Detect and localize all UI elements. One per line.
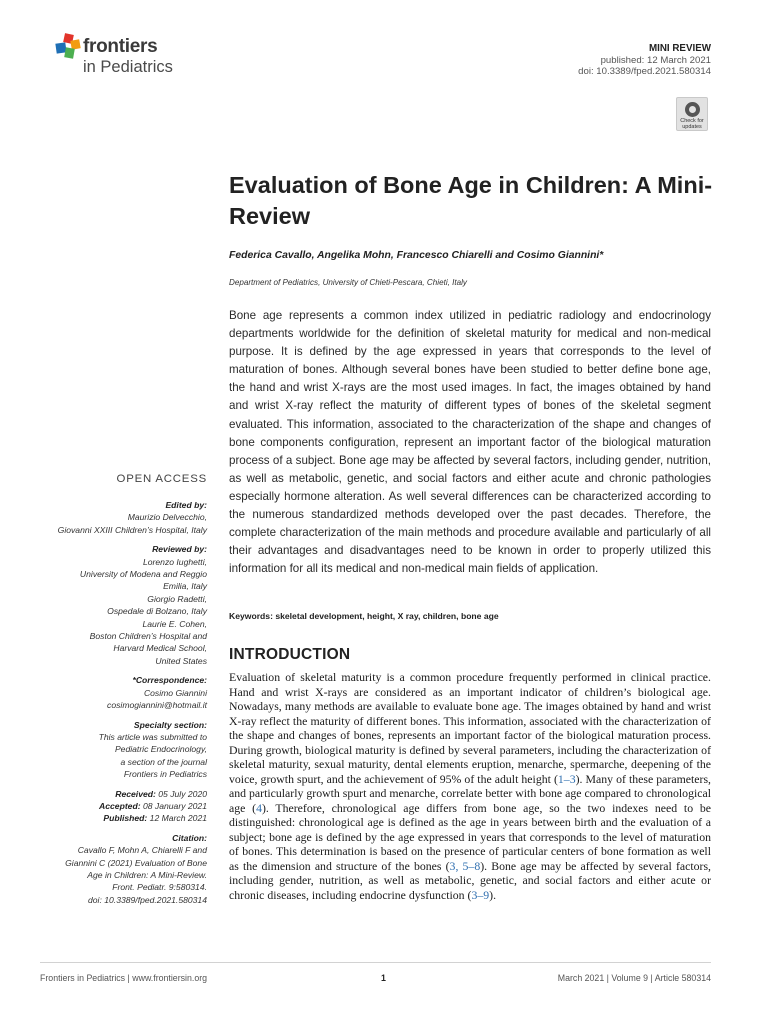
article-title: Evaluation of Bone Age in Children: A Mini-Review	[229, 172, 713, 229]
citation-link[interactable]: 4	[256, 800, 262, 815]
specialty-line: This article was submitted to	[98, 731, 207, 742]
reviewer-line: University of Modena and Reggio	[79, 569, 207, 580]
specialty-block	[40, 719, 207, 781]
footer-journal-link[interactable]: Frontiers in Pediatrics | www.frontiersin.org	[40, 973, 208, 983]
article-info-sidebar	[40, 472, 207, 913]
edited-by-line: Giovanni XXIII Children’s Hospital, Italy	[57, 524, 207, 535]
citation-line: Age in Children: A Mini-Review.	[87, 869, 207, 880]
affiliation: Department of Pediatrics, University of Chieti-Pescara, Chieti, Italy	[229, 278, 467, 287]
dates-block	[40, 788, 207, 825]
check-for-updates-badge[interactable]	[676, 97, 708, 131]
edited-by-block	[40, 499, 207, 536]
correspondence-label: *Correspondence:	[132, 675, 207, 686]
logo-journal: in Pediatrics	[83, 58, 173, 76]
specialty-line: Pediatric Endocrinology,	[114, 744, 207, 755]
reviewer-line: Laurie E. Cohen,	[142, 618, 207, 629]
journal-logo[interactable]	[56, 34, 196, 80]
reviewer-line: Harvard Medical School,	[113, 643, 207, 654]
check-updates-label: Check for updates	[680, 118, 704, 130]
article-meta	[578, 43, 711, 78]
published-date: published: 12 March 2021	[600, 54, 711, 66]
reviewer-line: United States	[155, 655, 207, 666]
introduction-paragraph: Evaluation of skeletal maturity is a common procedure frequently performed in clinical practice. Hand and wrist X-rays are considered as an important indicator of children’s biological age. Nowadays, many methods are available to evaluate bone age. The images obtained by hand and wrist X-ray reflect the maturity of different bones. This information, associated with the characterization of the shape and changes of bones, represents an important factor of the biological maturation process. During growth, biological maturity is defined by several parameters, including the characterization of skeletal maturity, sexual maturity, dental elements eruption, menarche, spermarche, deepening of the voice, growth spurt, and the achievement of 95% of the adult height (1–3). Many of these parameters, and particularly growth spurt and menarche, correlate better with bone age compared to chronological age (4). Therefore, chronological age differs from bone age, so the two indexes need to be distinguished: chronological age is defined as the age in years between birth and the evaluation of a subject; bone age is defined by the age expressed in years that corresponds to the level of maturation of bones. This determination is based on the presence of particular centers of bone formation as well as the dimension and structure of the bones (3, 5–8). Bone age may be affected by several factors, including gender, nutrition, as well as metabolic, genetic, and social factors and either acute or chronic diseases, including endocrine dysfunction (3–9).	[229, 670, 712, 902]
footer-issue-info: March 2021 | Volume 9 | Article 580314	[557, 973, 711, 983]
reviewer-line: Ospedale di Bolzano, Italy	[107, 606, 207, 617]
logo-name: frontiers	[83, 36, 158, 57]
edited-by-line: Maurizio Delvecchio,	[127, 512, 207, 523]
citation-line: Giannini C (2021) Evaluation of Bone	[65, 857, 207, 868]
correspondence-name: Cosimo Giannini	[143, 687, 207, 698]
check-updates-icon	[685, 102, 700, 117]
specialty-line: Frontiers in Pediatrics	[123, 769, 207, 780]
correspondence-block	[40, 674, 207, 711]
section-heading-introduction: INTRODUCTION	[229, 646, 351, 663]
keywords: Keywords: skeletal development, height, X ray, children, bone age	[229, 611, 499, 621]
reviewer-line: Emilia, Italy	[163, 581, 207, 592]
correspondence-email[interactable]: cosimogiannini@hotmail.it	[107, 700, 207, 711]
frontiers-logo-icon	[56, 34, 80, 62]
abstract: Bone age represents a common index utilized in pediatric radiology and endocrinology departments worldwide for the definition of skeletal maturity for medical and non-medical purpose. It is defined by the age expressed in years that corresponds to the level of maturation of bones. Although several bones have been studied to better define bone age, the hand and wrist X-rays are the most used images. In fact, the images obtained by hand and wrist X-ray reflect the maturity of different types of bones of the skeletal segment evaluated. This information, associated to the characterization of the shape and changes of bone components configuration, represent an important factor of the biological maturation process of a subject. Bone age may be affected by several factors, including gender, nutrition, as well as metabolic, genetic, and social factors and either acute and chronic pathologies especially hormone alteration. As well several differences can be characterized according to the numerous standardized methods developed over the past decades. Therefore, the complete characterization of the main methods and procedure available and particularly of all their advantages and disadvantages need to be known in order to properly utilized this information for all its medical and non-medical main fields of application.	[229, 309, 711, 576]
citation-link[interactable]: 1–3	[557, 771, 576, 786]
reviewed-by-block	[40, 543, 207, 667]
published-date-sidebar: Published: 12 March 2021	[103, 813, 207, 824]
author-list[interactable]: Federica Cavallo, Angelika Mohn, Francesco Chiarelli and Cosimo Giannini*	[229, 250, 604, 261]
article-doi[interactable]: doi: 10.3389/fped.2021.580314	[578, 66, 711, 77]
reviewed-by-label: Reviewed by:	[152, 544, 207, 555]
open-access-label: OPEN ACCESS	[116, 473, 207, 485]
specialty-label: Specialty section:	[133, 719, 207, 730]
reviewer-line: Lorenzo Iughetti,	[142, 556, 207, 567]
citation-line: Front. Pediatr. 9:580314.	[112, 882, 207, 893]
citation-doi[interactable]: doi: 10.3389/fped.2021.580314	[88, 894, 207, 905]
footer-divider	[40, 962, 711, 963]
reviewer-line: Giorgio Radetti,	[147, 593, 207, 604]
received-date: Received: 05 July 2020	[115, 788, 207, 799]
reviewer-line: Boston Children’s Hospital and	[89, 631, 207, 642]
article-type: MINI REVIEW	[648, 43, 711, 54]
citation-line: Cavallo F, Mohn A, Chiarelli F and	[77, 845, 207, 856]
specialty-line: a section of the journal	[120, 756, 207, 767]
citation-block	[40, 832, 207, 906]
citation-link[interactable]: 3, 5–8	[449, 858, 481, 873]
page-number: 1	[381, 973, 386, 983]
citation-label: Citation:	[172, 832, 207, 843]
accepted-date: Accepted: 08 January 2021	[99, 800, 207, 811]
citation-link[interactable]: 3–9	[471, 887, 490, 902]
edited-by-label: Edited by:	[165, 500, 207, 510]
